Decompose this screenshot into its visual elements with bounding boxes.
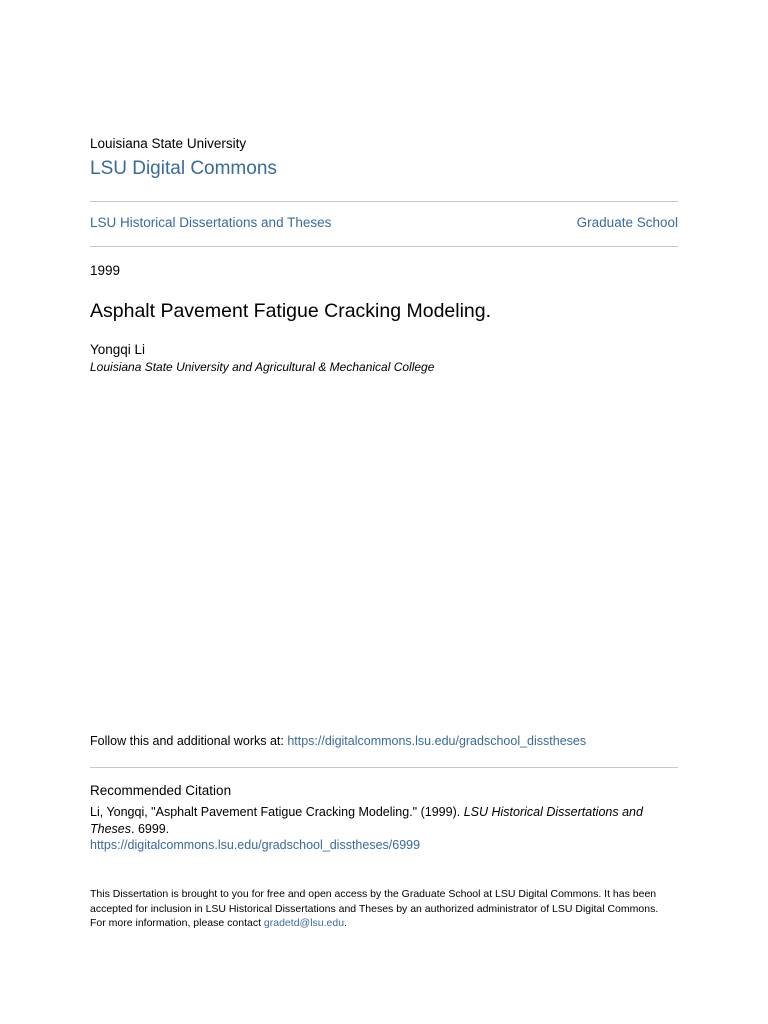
citation-series: LSU Historical Dissertations and Theses — [90, 805, 643, 836]
divider-nav — [90, 246, 678, 247]
publication-year: 1999 — [90, 263, 121, 278]
contact-email-link[interactable]: gradetd@lsu.edu — [263, 917, 345, 929]
document-title: Asphalt Pavement Fatigue Cracking Modeling. — [90, 300, 492, 322]
graduate-school-link[interactable]: Graduate School — [576, 215, 678, 230]
citation-text-start: Li, Yongqi, "Asphalt Pavement Fatigue Cracking Modeling." (1999). — [90, 805, 464, 819]
access-notice — [90, 887, 665, 931]
repository-link[interactable]: LSU Digital Commons — [90, 158, 277, 179]
notice-end: . — [344, 917, 347, 929]
follow-line — [90, 734, 586, 748]
citation-heading: Recommended Citation — [90, 783, 232, 798]
notice-text: This Dissertation is brought to you for free and open access by the Graduate School at LSU Digital Commons. It has been accepted for inclusion in LSU Historical Dissertations and Theses by an authorized administrator of LSU Digital Commons. For more information, please contact — [90, 888, 659, 929]
collection-link[interactable]: LSU Historical Dissertations and Theses — [90, 215, 332, 230]
citation-text-end: . 6999. — [131, 822, 170, 836]
follow-prefix: Follow this and additional works at: — [90, 734, 288, 748]
divider-top — [90, 201, 678, 202]
divider-citation — [90, 767, 678, 768]
follow-url-link[interactable]: https://digitalcommons.lsu.edu/gradschool_disstheses — [287, 734, 587, 748]
author-name: Yongqi Li — [90, 342, 146, 357]
author-affiliation: Louisiana State University and Agricultural & Mechanical College — [90, 360, 435, 374]
institution-name: Louisiana State University — [90, 136, 247, 151]
citation-url-link[interactable]: https://digitalcommons.lsu.edu/gradschool_disstheses/6999 — [90, 838, 421, 852]
citation-text — [90, 804, 650, 838]
